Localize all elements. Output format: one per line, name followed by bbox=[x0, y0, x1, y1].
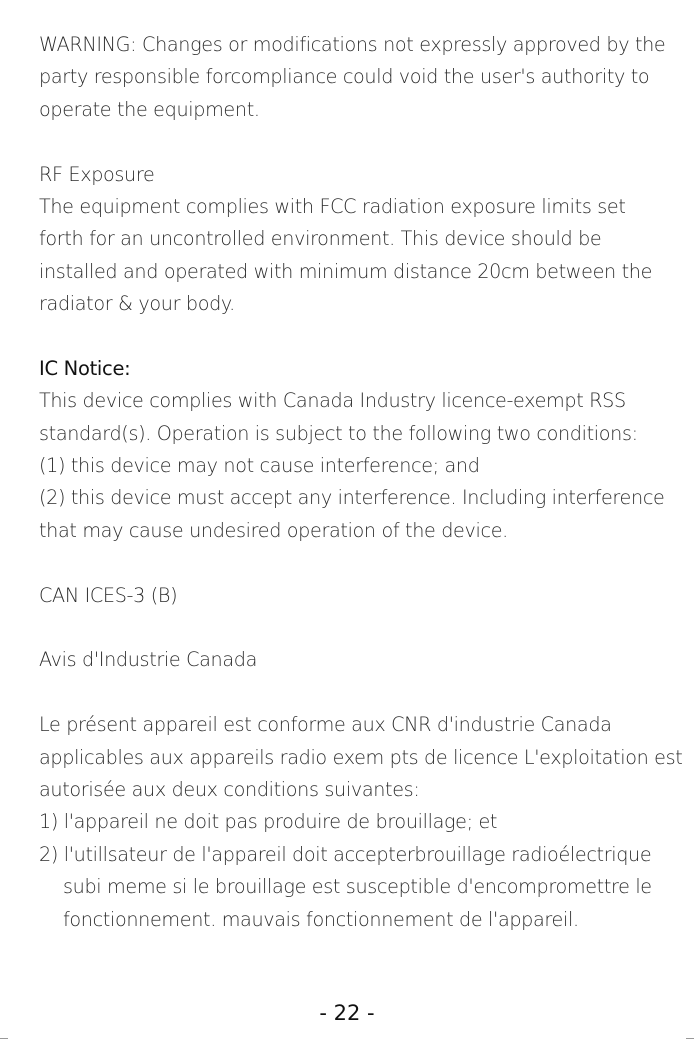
avis-continuation-line: subi meme si le brouillage est susceptible d'encompromettre le bbox=[63, 875, 652, 899]
crop-mark bbox=[686, 1038, 694, 1039]
warning-section bbox=[39, 29, 679, 126]
rf-exposure-title: RF Exposure bbox=[39, 162, 155, 186]
ic-notice-line: that may cause undesired operation of the device. bbox=[39, 518, 508, 542]
ic-notice-line: standard(s). Operation is subject to the following two conditions: bbox=[39, 421, 638, 445]
avis-line: applicables aux appareils radio exem pts de licence L'exploitation est bbox=[39, 745, 683, 769]
rf-exposure-line: forth for an uncontrolled environment. This device should be bbox=[39, 227, 602, 251]
ic-notice-line: This device complies with Canada Industry licence-exempt RSS bbox=[39, 389, 626, 413]
crop-mark bbox=[0, 1038, 8, 1039]
ic-notice-line: (1) this device may not cause interference; and bbox=[39, 454, 480, 478]
spacer bbox=[39, 677, 679, 709]
rf-exposure-section bbox=[39, 159, 679, 321]
spacer bbox=[39, 321, 679, 353]
warning-line: party responsible forcompliance could void the user's authority to bbox=[39, 65, 650, 89]
spacer bbox=[39, 612, 679, 644]
warning-line: WARNING: Changes or modifications not expressly approved by the bbox=[39, 33, 666, 56]
document-page bbox=[39, 29, 683, 936]
avis-line: 2) l'utillsateur de l'appareil doit accepterbrouillage radioélectrique bbox=[39, 842, 652, 866]
avis-section bbox=[39, 709, 683, 936]
ic-notice-heading: IC Notice: bbox=[39, 356, 131, 380]
avis-line: Le présent appareil est conforme aux CNR d'industrie Canada bbox=[39, 713, 612, 737]
avis-title: Avis d'Industrie Canada bbox=[39, 648, 258, 672]
rf-exposure-line: installed and operated with minimum distance 20cm between the bbox=[39, 259, 653, 283]
spacer bbox=[39, 547, 679, 579]
rf-exposure-line: radiator & your body. bbox=[39, 292, 235, 316]
avis-line: 1) l'appareil ne doit pas produire de brouillage; et bbox=[39, 810, 498, 834]
can-ices-label: CAN ICES-3 (B) bbox=[39, 583, 178, 607]
warning-line: operate the equipment. bbox=[39, 97, 260, 121]
spacer bbox=[39, 126, 679, 158]
page-number: - 22 - bbox=[319, 1001, 375, 1025]
avis-continuation-line: fonctionnement. mauvais fonctionnement de l'appareil. bbox=[63, 907, 579, 931]
ic-notice-section bbox=[39, 353, 679, 547]
ic-notice-line: (2) this device must accept any interference. Including interference bbox=[39, 486, 665, 510]
avis-line: autorisée aux deux conditions suivantes: bbox=[39, 777, 420, 801]
rf-exposure-line: The equipment complies with FCC radiation exposure limits set bbox=[39, 194, 626, 218]
